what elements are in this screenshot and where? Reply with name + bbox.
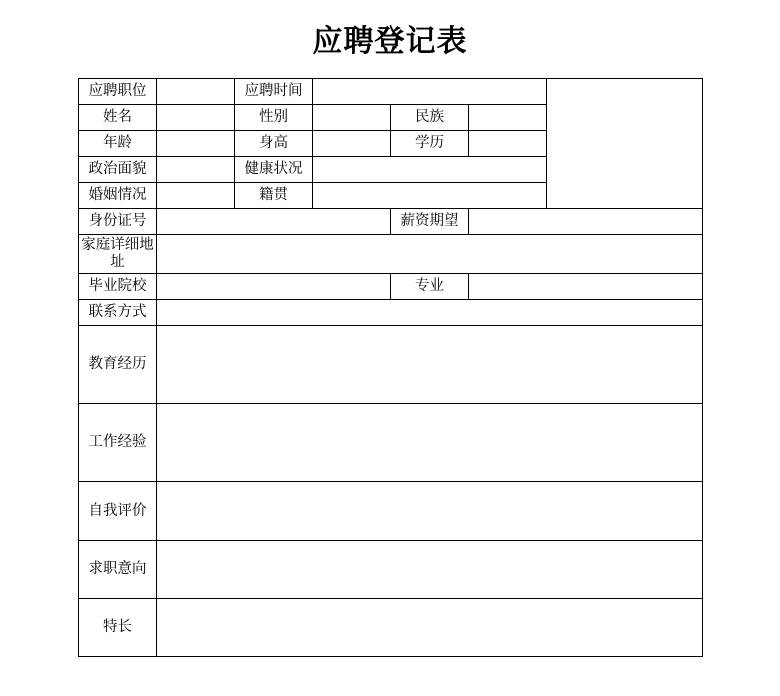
marital-label: 婚姻情况 <box>79 183 157 209</box>
height-label: 身高 <box>235 131 313 157</box>
home-address-label: 家庭详细地址 <box>79 235 157 274</box>
table-row <box>79 404 703 482</box>
age-value[interactable] <box>157 131 235 157</box>
major-value[interactable] <box>469 274 703 300</box>
home-address-value[interactable] <box>157 235 703 274</box>
ethnicity-value[interactable] <box>469 105 547 131</box>
gender-label: 性别 <box>235 105 313 131</box>
self-evaluation-value[interactable] <box>157 482 703 541</box>
specialty-value[interactable] <box>157 599 703 657</box>
table-row <box>79 79 703 105</box>
major-label: 专业 <box>391 274 469 300</box>
contact-label: 联系方式 <box>79 300 157 326</box>
photo-box[interactable] <box>547 79 703 209</box>
table-row <box>79 326 703 404</box>
school-label: 毕业院校 <box>79 274 157 300</box>
gender-value[interactable] <box>313 105 391 131</box>
school-value[interactable] <box>157 274 391 300</box>
job-intention-value[interactable] <box>157 541 703 599</box>
age-label: 年龄 <box>79 131 157 157</box>
form-title: 应聘登记表 <box>312 24 468 59</box>
id-number-label: 身份证号 <box>79 209 157 235</box>
education-value[interactable] <box>469 131 547 157</box>
marital-value[interactable] <box>157 183 235 209</box>
position-label: 应聘职位 <box>79 79 157 105</box>
specialty-label: 特长 <box>79 599 157 657</box>
table-row <box>79 482 703 541</box>
position-value[interactable] <box>157 79 235 105</box>
contact-value[interactable] <box>157 300 703 326</box>
political-status-value[interactable] <box>157 157 235 183</box>
height-value[interactable] <box>313 131 391 157</box>
table-row <box>79 300 703 326</box>
table-row <box>79 274 703 300</box>
education-history-value[interactable] <box>157 326 703 404</box>
health-value[interactable] <box>313 157 547 183</box>
education-label: 学历 <box>391 131 469 157</box>
table-row <box>79 541 703 599</box>
expected-salary-label: 薪资期望 <box>391 209 469 235</box>
political-status-label: 政治面貌 <box>79 157 157 183</box>
application-form-table <box>78 78 703 657</box>
work-experience-label: 工作经验 <box>79 404 157 482</box>
self-evaluation-label: 自我评价 <box>79 482 157 541</box>
native-place-value[interactable] <box>313 183 547 209</box>
apply-time-label: 应聘时间 <box>235 79 313 105</box>
ethnicity-label: 民族 <box>391 105 469 131</box>
work-experience-value[interactable] <box>157 404 703 482</box>
native-place-label: 籍贯 <box>235 183 313 209</box>
education-history-label: 教育经历 <box>79 326 157 404</box>
apply-time-value[interactable] <box>313 79 547 105</box>
id-number-value[interactable] <box>157 209 391 235</box>
table-row <box>79 235 703 274</box>
health-label: 健康状况 <box>235 157 313 183</box>
name-value[interactable] <box>157 105 235 131</box>
name-label: 姓名 <box>79 105 157 131</box>
expected-salary-value[interactable] <box>469 209 703 235</box>
table-row <box>79 209 703 235</box>
job-intention-label: 求职意向 <box>79 541 157 599</box>
table-row <box>79 599 703 657</box>
